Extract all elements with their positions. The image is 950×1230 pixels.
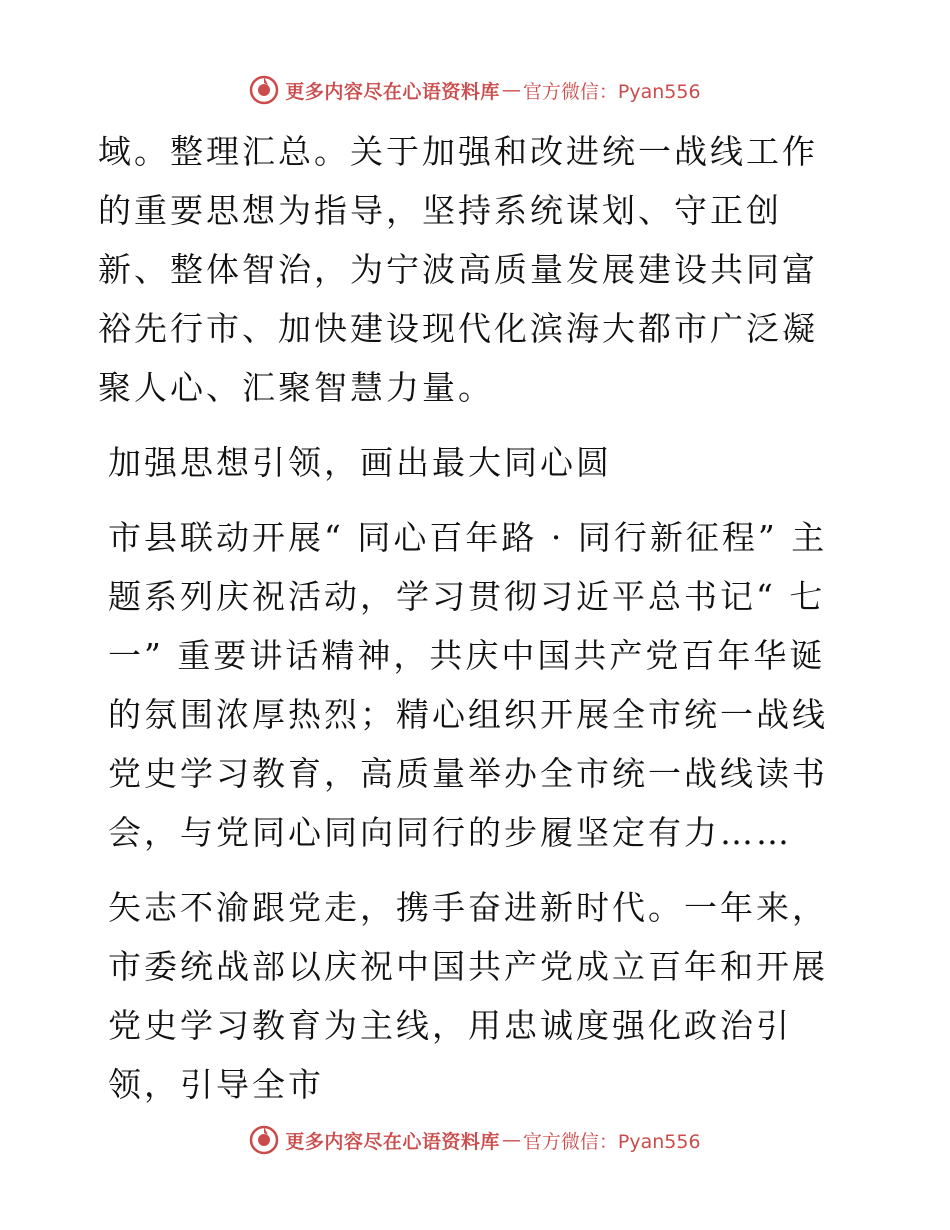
logo-icon [249, 1125, 279, 1155]
paragraph-2: 市县联动开展“ 同心百年路 · 同行新征程” 主题系列庆祝活动，学习贯彻习近平总书记“ 七一” 重要讲话精神，共庆中国共产党百年华诞的氛围浓厚热烈；精心组织开展全市统一战线党史学习教育，高质量举办全市统一战线读书会，与党同心同向同行的步履坚定有力…… [108, 518, 828, 852]
section-heading: 加强思想引领，画出最大同心圆 [108, 443, 612, 482]
paragraph-1: 域。整理汇总。关于加强和改进统一战线工作的重要思想为指导，坚持系统谋划、守正创新、整体智治，为宁波高质量发展建设共同富裕先行市、加快建设现代化滨海大都市广泛凝聚人心、汇聚智慧力量。 [98, 132, 818, 407]
header-watermark [0, 70, 950, 110]
watermark-text: 更多内容尽在心语资料库 [285, 80, 500, 103]
watermark-contact: 官方微信：Pyan556 [522, 1130, 701, 1153]
paragraph-3: 矢志不渝跟党走，携手奋进新时代。一年来，市委统战部以庆祝中国共产党成立百年和开展党史学习教育为主线，用忠诚度强化政治引领，引导全市 [108, 888, 828, 1104]
document-body [98, 122, 850, 1130]
watermark-contact: 官方微信：Pyan556 [522, 80, 701, 103]
watermark-separator: — [501, 79, 521, 101]
watermark-separator: — [501, 1129, 521, 1151]
logo-icon [249, 75, 279, 105]
footer-watermark [0, 1120, 950, 1160]
watermark-text: 更多内容尽在心语资料库 [285, 1130, 500, 1153]
